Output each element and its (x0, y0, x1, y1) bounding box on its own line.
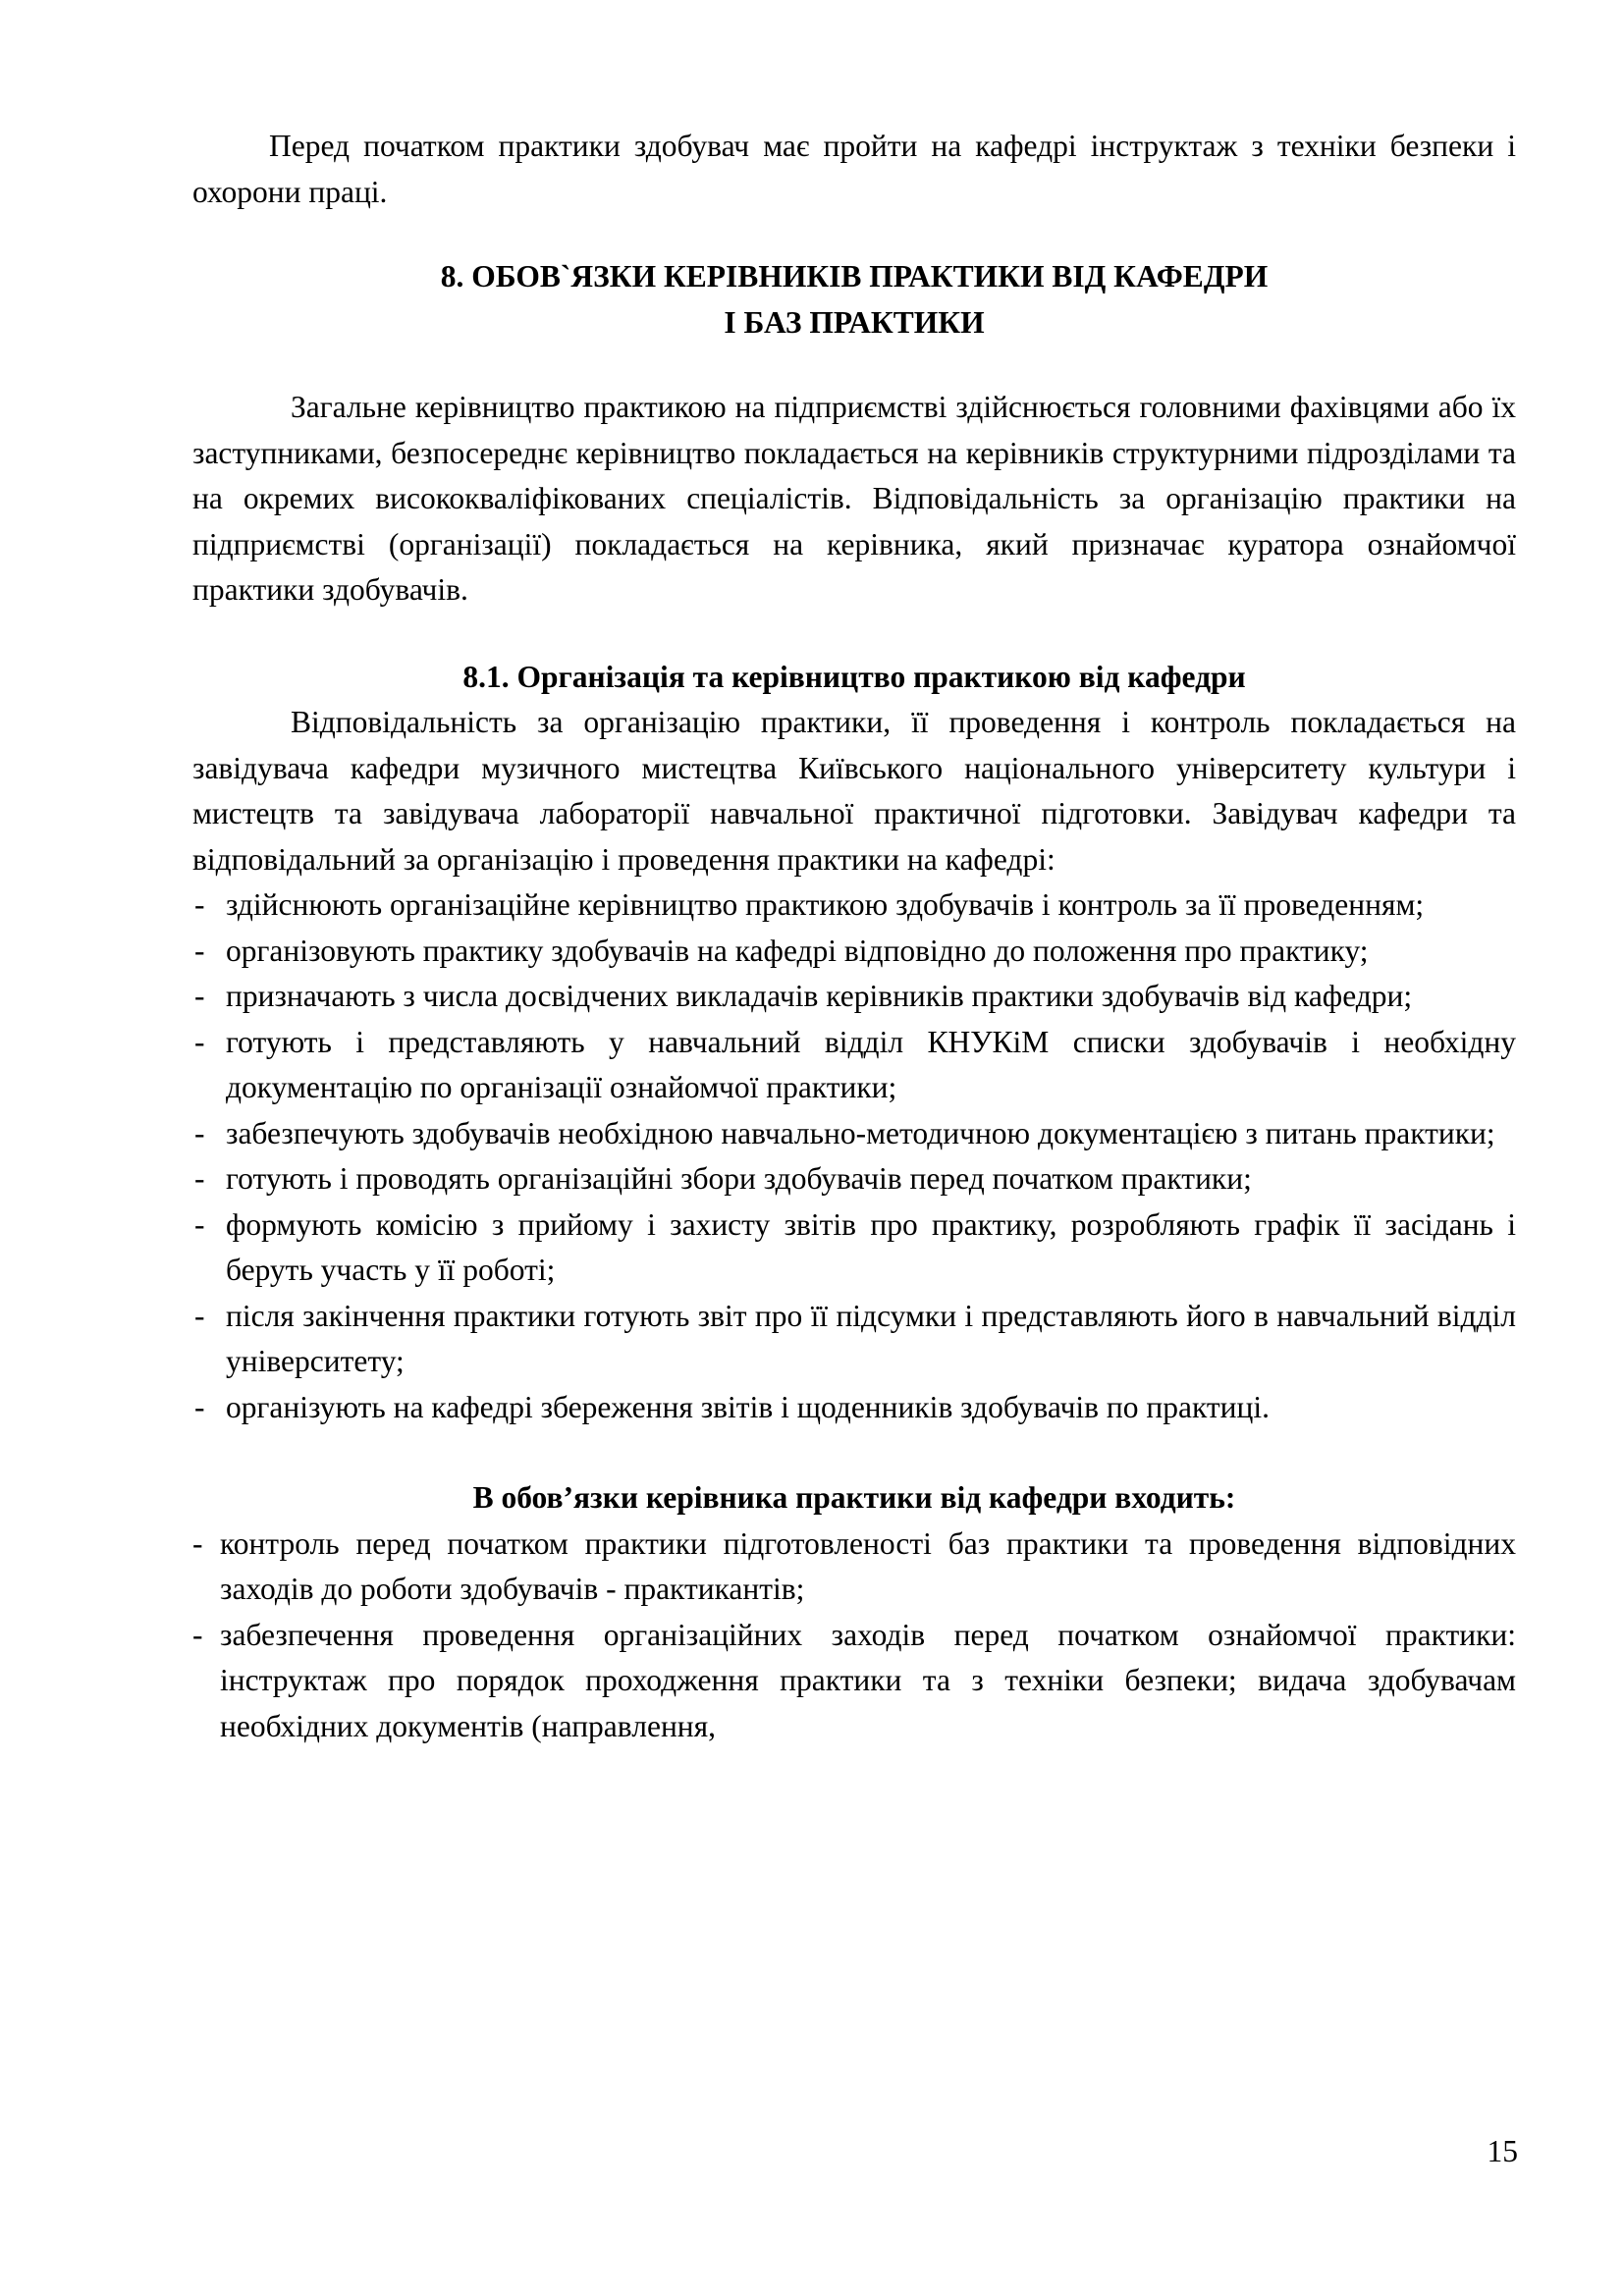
supervisor-duties-heading: В обов’язки керівника практики від кафедри входить: (472, 1480, 1236, 1515)
dash-bullet-icon: - (192, 1617, 203, 1652)
list-item-text: організовують практику здобувачів на кафедрі відповідно до положення про практику; (226, 933, 1369, 968)
list-item (192, 1111, 1516, 1157)
dash-bullet-icon: - (194, 1115, 205, 1150)
dash-bullet-icon: - (192, 1525, 203, 1561)
spacer (192, 346, 1516, 385)
page-content (192, 124, 1516, 1749)
list-item (192, 1202, 1516, 1294)
section-heading-line2: І БАЗ ПРАКТИКИ (724, 304, 985, 340)
list-item (192, 974, 1516, 1020)
dash-bullet-icon: - (194, 1389, 205, 1424)
dash-bullet-icon: - (194, 1298, 205, 1333)
dash-bullet-icon: - (194, 887, 205, 922)
page-number: 15 (1487, 2134, 1518, 2168)
list-item-text: призначають з числа досвідчених викладачів керівників практики здобувачів від кафедри; (226, 979, 1413, 1013)
section-heading (192, 254, 1516, 346)
section-heading-line1: 8. ОБОВ`ЯЗКИ КЕРІВНИКІВ ПРАКТИКИ ВІД КАФЕДРИ (440, 259, 1269, 294)
list-item-text: організують на кафедрі збереження звітів і щоденників здобувачів по практиці. (226, 1389, 1271, 1424)
general-paragraph: Загальне керівництво практикою на підприємстві здійснюється головними фахівцями або їх заступниками, безпосереднє керівництво покладається на керівників структурними підрозділами та на окремих висококваліфікованих спеціалістів. Відповідальність за організацію практики на підприємстві (організації) покладається на керівника, який призначає куратора ознайомчої практики здобувачів. (192, 390, 1516, 607)
list-item-text: здійснюють організаційне керівництво практикою здобувачів і контроль за її проведенням; (226, 887, 1425, 922)
intro-paragraph: Перед початком практики здобувач має пройти на кафедрі інструктаж з техніки безпеки і охорони праці. (192, 129, 1516, 209)
subsection-heading: 8.1. Організація та керівництво практикою від кафедри (462, 659, 1246, 694)
list-item-text: після закінчення практики готують звіт про її підсумки і представляють його в навчальний відділ університету; (226, 1298, 1516, 1378)
list-item-text: готують і представляють у навчальний відділ КНУКіМ списки здобувачів і необхідну документацію по організації ознайомчої практики; (226, 1024, 1516, 1104)
dash-bullet-icon: - (194, 1206, 205, 1242)
list-item-text: контроль перед початком практики підготовленості баз практики та проведення відповідних заходів до роботи здобувачів - практикантів; (220, 1525, 1516, 1606)
list-item (192, 1522, 1516, 1613)
list-item-text: забезпечують здобувачів необхідною навчально-методичною документацією з питань практики; (226, 1115, 1495, 1150)
list-item (192, 1156, 1516, 1202)
list-item (192, 1020, 1516, 1111)
dash-bullet-icon: - (194, 979, 205, 1013)
list-item (192, 929, 1516, 975)
list-item (192, 882, 1516, 929)
supervisor-duties-list (192, 1522, 1516, 1750)
responsibility-paragraph: Відповідальність за організацію практики, її проведення і контроль покладається на завідувача кафедри музичного мистецтва Київського національного університету культури і мистецтв та завідувача лабораторії навчальної практичної підготовки. Завідувач кафедри та відповідальний за організацію і проведення практики на кафедрі: (192, 705, 1516, 877)
list-item (192, 1294, 1516, 1385)
dash-bullet-icon: - (194, 933, 205, 968)
list-item (192, 1385, 1516, 1431)
list-item (192, 1613, 1516, 1750)
dash-bullet-icon: - (194, 1024, 205, 1059)
list-item-text: формують комісію з прийому і захисту звітів про практику, розробляють графік її засідань і беруть участь у її роботі; (226, 1206, 1516, 1287)
list-item-text: забезпечення проведення організаційних заходів перед початком ознайомчої практики: інструктаж про порядок проходження практики та з техніки безпеки; видача здобувачам необхідних документів (направлення, (220, 1617, 1516, 1743)
duties-list (192, 882, 1516, 1430)
dash-bullet-icon: - (194, 1161, 205, 1196)
list-item-text: готують і проводять організаційні збори здобувачів перед початком практики; (226, 1161, 1252, 1196)
